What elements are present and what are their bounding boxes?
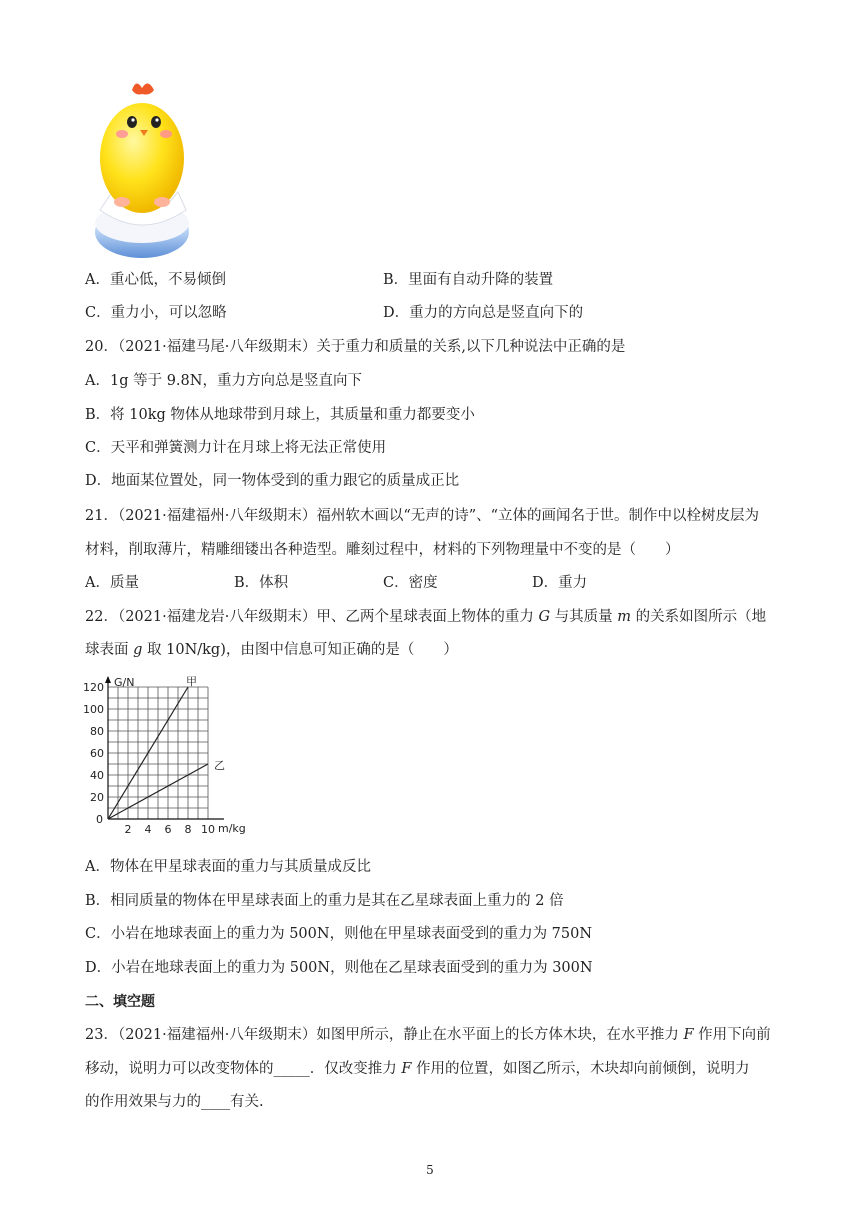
q21-option-d: D．重力 bbox=[532, 575, 588, 591]
q22-option-a: A．物体在甲星球表面的重力与其质量成反比 bbox=[85, 859, 371, 875]
q21-option-b: B．体积 bbox=[234, 575, 289, 591]
q23-var-f2: F bbox=[401, 1061, 412, 1077]
q21-stem-line1: 21．（2021·福建福州·八年级期末）福州软木画以“无声的诗”、“立体的画闻名于世。制作中以栓树皮层为 bbox=[85, 508, 760, 524]
q19-option-row-1 bbox=[85, 270, 226, 290]
q22-stem-line1 bbox=[85, 607, 766, 627]
q19-option-a: A．重心低，不易倾倒 bbox=[85, 272, 226, 288]
x-tick-label: 8 bbox=[184, 823, 192, 836]
q21-stem-line2: 材料，削取薄片，精雕细镂出各种造型。雕刻过程中，材料的下列物理量中不变的是（ ） bbox=[85, 542, 680, 558]
q19-option-d: D．重力的方向总是竖直向下的 bbox=[383, 305, 584, 321]
y-tick-label: 80 bbox=[90, 725, 104, 738]
y-axis-title: G/N bbox=[114, 676, 135, 689]
q23-text-b: 作用下向前 bbox=[693, 1027, 771, 1043]
q20-option-d: D．地面某位置处，同一物体受到的重力跟它的质量成正比 bbox=[85, 473, 460, 489]
x-tick-label: 4 bbox=[144, 823, 152, 836]
q20-option-b: B．将 10kg 物体从地球带到月球上，其质量和重力都要变小 bbox=[85, 407, 475, 423]
y-tick-label: 120 bbox=[83, 681, 104, 694]
q19-option-b: B．里面有自动升降的装置 bbox=[383, 272, 554, 288]
q21-option-c: C．密度 bbox=[383, 575, 438, 591]
q23-line2 bbox=[85, 1059, 750, 1079]
q20-stem: 20．（2021·福建马尾·八年级期末）关于重力和质量的关系,以下几种说法中正确的是 bbox=[85, 339, 626, 355]
page-number: 5 bbox=[426, 1163, 434, 1177]
series-label-jia: 甲 bbox=[186, 676, 197, 688]
series-label-yi: 乙 bbox=[214, 759, 225, 772]
y-tick-label: 60 bbox=[90, 747, 104, 760]
q22-stem-text-c: 的关系如图所示（地 bbox=[631, 609, 767, 625]
x-axis-title: m/kg bbox=[218, 822, 246, 835]
q23-text-a: 23．（2021·福建福州·八年级期末）如图甲所示，静止在水平面上的长方体木块，在水平推力 bbox=[85, 1027, 684, 1043]
y-axis-arrow bbox=[105, 676, 111, 683]
x-tick-label: 6 bbox=[164, 823, 172, 836]
section-heading-fill-blank: 二、填空题 bbox=[85, 994, 155, 1010]
q22-var-g: g bbox=[133, 642, 143, 658]
q22-var-m: m bbox=[617, 609, 631, 625]
q23-text-c: 移动，说明力可以改变物体的_____．仅改变推力 bbox=[85, 1061, 402, 1077]
q22-option-d: D．小岩在地球表面上的重力为 500N，则他在乙星球表面受到的重力为 300N bbox=[85, 960, 593, 976]
y-tick-label: 40 bbox=[90, 769, 104, 782]
y-tick-label: 100 bbox=[83, 703, 104, 716]
origin-label: 0 bbox=[96, 813, 103, 826]
q23-text-d: 作用的位置，如图乙所示，木块却向前倾倒，说明力 bbox=[411, 1061, 750, 1077]
x-tick-label: 2 bbox=[124, 823, 132, 836]
q22-option-b: B．相同质量的物体在甲星球表面上的重力是其在乙星球表面上重力的 2 倍 bbox=[85, 893, 564, 909]
x-tick-label: 10 bbox=[201, 823, 215, 836]
q22-option-c: C．小岩在地球表面上的重力为 500N，则他在甲星球表面受到的重力为 750N bbox=[85, 926, 593, 942]
q22-stem-text-b: 与其质量 bbox=[550, 609, 618, 625]
q22-stem-text-e: 取 10N/kg)，由图中信息可知正确的是（ ） bbox=[142, 642, 458, 658]
q20-option-a: A．1g 等于 9.8N，重力方向总是竖直向下 bbox=[85, 373, 362, 389]
q23-var-f1: F bbox=[683, 1027, 694, 1043]
q22-stem-line2 bbox=[85, 640, 458, 660]
q20-option-c: C．天平和弹簧测力计在月球上将无法正常使用 bbox=[85, 440, 387, 456]
q23-line1 bbox=[85, 1025, 771, 1045]
q21-option-a: A．质量 bbox=[85, 575, 139, 591]
q23-line3: 的作用效果与力的____有关. bbox=[85, 1094, 264, 1110]
q22-var-g-weight: G bbox=[538, 609, 551, 625]
y-tick-label: 20 bbox=[90, 791, 104, 804]
q22-stem-text-a: 22．（2021·福建龙岩·八年级期末）甲、乙两个星球表面上物体的重力 bbox=[85, 609, 539, 625]
tumbler-toy-illustration bbox=[92, 80, 192, 260]
weight-mass-graph bbox=[78, 676, 288, 838]
q19-option-c: C．重力小，可以忽略 bbox=[85, 305, 227, 321]
q22-stem-text-d: 球表面 bbox=[85, 642, 134, 658]
